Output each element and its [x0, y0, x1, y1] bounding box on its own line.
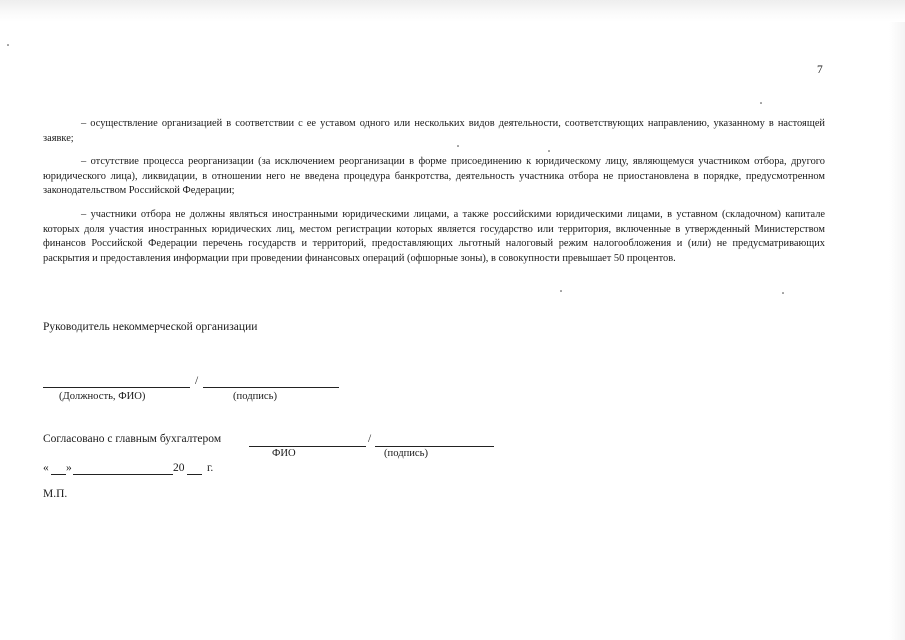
stamp-place: М.П. [43, 488, 68, 500]
requirement-paragraph-activity: – осуществление организацией в соответствии с ее уставом одного или нескольких видов деятельности, соответствующих направлению, указанному в настоящей заявке; [43, 118, 825, 144]
scan-speck [7, 44, 9, 46]
scan-speck [548, 150, 550, 152]
date-year-suffix: г. [207, 462, 214, 474]
date-year-line [187, 474, 202, 475]
page-number: 7 [817, 64, 823, 76]
accountant-fio-caption: ФИО [272, 448, 296, 459]
accountant-label: Согласовано с главным бухгалтером [43, 433, 222, 445]
date-open-quote: « [43, 462, 49, 474]
date-close-quote: » [66, 462, 72, 474]
date-year-prefix: 20 [173, 462, 185, 474]
scan-top-edge [0, 0, 905, 22]
scan-speck [782, 292, 784, 294]
date-day-line [51, 474, 66, 475]
position-caption: (Должность, ФИО) [59, 391, 146, 402]
date-month-line [73, 474, 173, 475]
scan-speck [560, 290, 562, 292]
accountant-slash: / [368, 433, 372, 445]
position-line [43, 387, 190, 388]
scan-speck [760, 102, 762, 104]
requirement-paragraph-reorganization: – отсутствие процесса реорганизации (за исключением реорганизации в форме присоединению к юридическому лицу, являющемуся участником отбора, другого юридического лица), ликвидации, в отношении него не введена процедура банкротства, деятельность участника отбора не приостановлена в порядке, предусмотренном законодательством Российской Федерации; [43, 156, 825, 196]
requirement-paragraph-foreign-participation: – участники отбора не должны являться иностранными юридическими лицами, а также российскими юридическими лицами, в уставном (складочном) капитале которых доля участия иностранных юридических лиц, местом регистрации которых является государство или территория, включенные в утвержденный Министерством финансов Российской Федерации перечень государств и территорий, предоставляющих льготный налоговый режим налогообложения и (или) не предусматривающих раскрытия и предоставления информации при проведении финансовых операций (офшорные зоны), в совокупности превышает 50 процентов. [43, 209, 825, 264]
head-title: Руководитель некоммерческой организации [43, 321, 258, 333]
signature-caption: (подпись) [233, 391, 277, 402]
accountant-signature-caption: (подпись) [384, 448, 428, 459]
accountant-signature-line [375, 446, 494, 447]
scan-speck [457, 145, 459, 147]
signature-line [203, 387, 339, 388]
signature-slash: / [195, 375, 199, 387]
scan-right-edge [889, 22, 905, 640]
accountant-fio-line [249, 446, 366, 447]
